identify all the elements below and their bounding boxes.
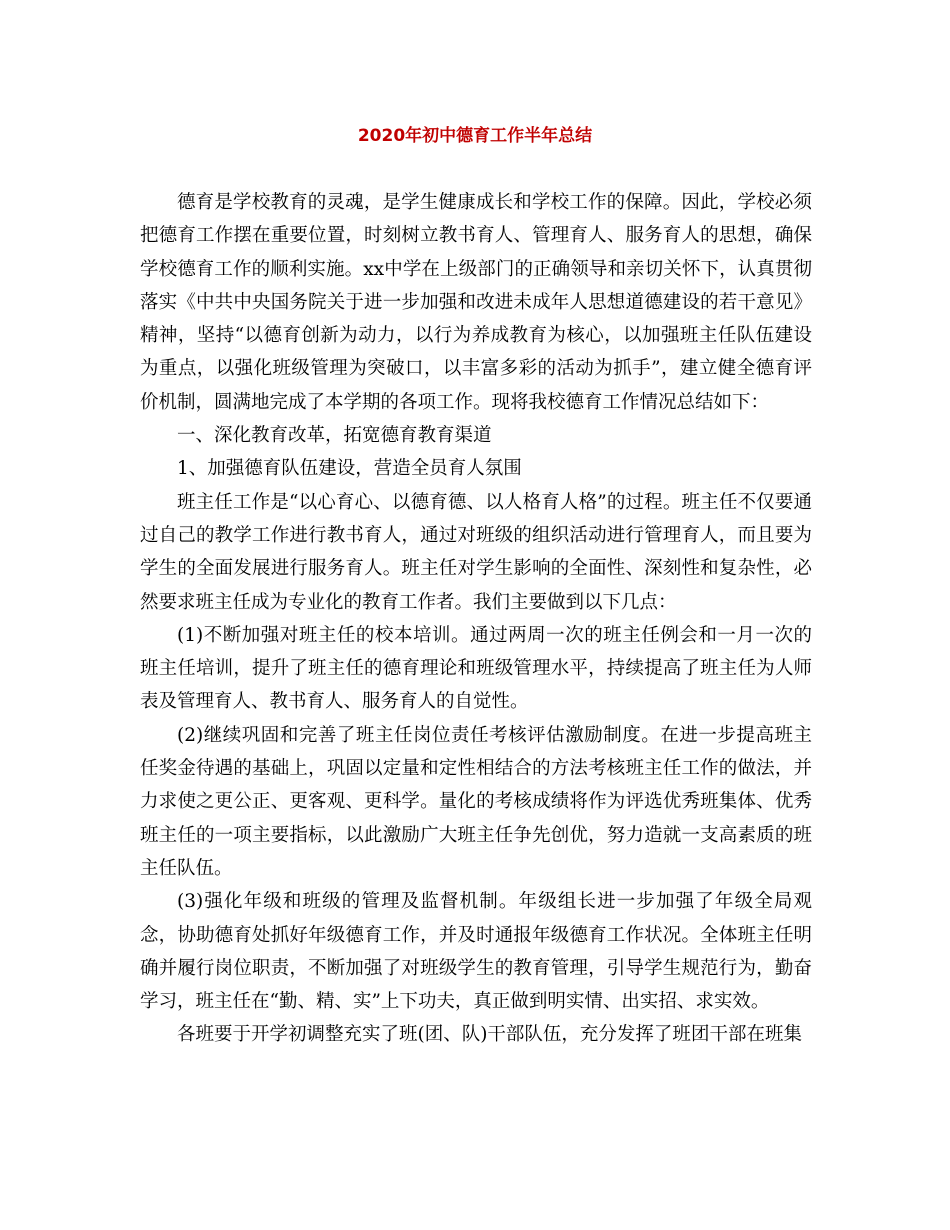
subsection-heading-1: 1、加强德育队伍建设，营造全员育人氛围 [177, 458, 522, 480]
list-item-2: (2)继续巩固和完善了班主任岗位责任考核评估激励制度。在进一步提高班主任奖金待遇的基础上，巩固以定量和定性相结合的方法考核班主任工作的做法，并力求使之更公正、更客观、更科学。量化的考核成绩将作为评选优秀班集体、优秀班主任的一项主要指标，以此激励广大班主任争先创优，努力造就一支高素质的班主任队伍。 [140, 724, 812, 879]
list-item-3: (3)强化年级和班级的管理及监督机制。年级组长进一步加强了年级全局观念，协助德育处抓好年级德育工作，并及时通报年级德育工作状况。全体班主任明确并履行岗位职责，不断加强了对班级学生的教育管理，引导学生规范行为，勤奋学习，班主任在“勤、精、实”上下功夫，真正做到明实情、出实招、求实效。 [140, 891, 812, 1013]
paragraph-intro: 德育是学校教育的灵魂，是学生健康成长和学校工作的保障。因此，学校必须把德育工作摆在重要位置，时刻树立教书育人、管理育人、服务育人的思想，确保学校德育工作的顺利实施。xx中学在上级部门的正确领导和亲切关怀下，认真贯彻落实《中共中央国务院关于进一步加强和改进未成年人思想道德建设的若干意见》精神，坚持“以德育创新为动力，以行为养成教育为核心，以加强班主任队伍建设为重点，以强化班级管理为突破口，以丰富多彩的活动为抓手”，建立健全德育评价机制，圆满地完成了本学期的各项工作。现将我校德育工作情况总结如下： [140, 192, 812, 413]
paragraph-class-teacher: 班主任工作是“以心育心、以德育德、以人格育人格”的过程。班主任不仅要通过自己的教学工作进行教书育人，通过对班级的组织活动进行管理育人，而且要为学生的全面发展进行服务育人。班主任对学生影响的全面性、深刻性和复杂性，必然要求班主任成为专业化的教育工作者。我们主要做到以下几点： [140, 491, 812, 613]
section-heading-1: 一、深化教育改革，拓宽德育教育渠道 [177, 425, 492, 447]
document-title: 2020年初中德育工作半年总结 [357, 126, 593, 146]
document-body [140, 186, 812, 1052]
list-item-1: (1)不断加强对班主任的校本培训。通过两周一次的班主任例会和一月一次的班主任培训，提升了班主任的德育理论和班级管理水平，持续提高了班主任为人师表及管理育人、教书育人、服务育人的自觉性。 [140, 624, 812, 713]
paragraph-class-cadres: 各班要于开学初调整充实了班(团、队)干部队伍，充分发挥了班团干部在班集 [177, 1024, 802, 1046]
